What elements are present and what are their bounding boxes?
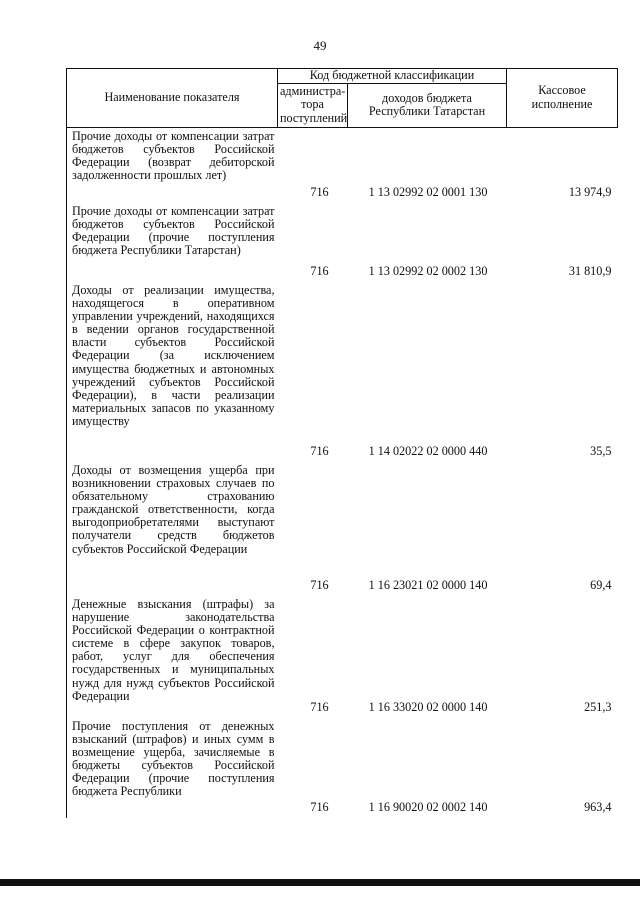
row-name: Прочие доходы от компенсации затрат бюджетов субъектов Российской Федерации (прочие поступления бюджета Республики Татарстан) (67, 203, 278, 282)
header-income-code: доходов бюджета Республики Татарстан (348, 83, 507, 127)
row-income-code: 1 16 90020 02 0002 140 (368, 799, 488, 814)
row-admin-code: 716 (310, 799, 329, 814)
table-header (67, 69, 618, 128)
row-execution: 31 810,9 (568, 263, 612, 278)
header-administrator: администра- тора поступлений (278, 83, 348, 127)
budget-table (66, 68, 618, 818)
row-admin-code: 716 (310, 699, 329, 714)
row-execution: 13 974,9 (568, 184, 612, 199)
row-name: Доходы от возмещения ущерба при возникновении страховых случаев по обязательному страхованию гражданской ответственности, когда выгодоприобретателями выступают получатели средств бюджетов субъектов Российской Федерации (67, 462, 278, 596)
bottom-scan-border (0, 879, 640, 886)
table-row (67, 203, 618, 282)
row-income-code: 1 16 33020 02 0000 140 (368, 699, 488, 714)
row-execution: 251,3 (584, 699, 612, 714)
row-income-code: 1 13 02992 02 0002 130 (368, 263, 488, 278)
row-income-code: 1 16 23021 02 0000 140 (368, 577, 488, 592)
table-row (67, 127, 618, 203)
row-execution: 69,4 (590, 577, 612, 592)
row-admin-code: 716 (310, 443, 329, 458)
header-execution: Кассовое исполнение (507, 69, 618, 128)
row-admin-code: 716 (310, 184, 329, 199)
row-income-code: 1 14 02022 02 0000 440 (368, 443, 488, 458)
page-number: 49 (313, 38, 327, 53)
table-body (67, 127, 618, 818)
row-admin-code: 716 (310, 577, 329, 592)
row-execution: 963,4 (584, 799, 612, 814)
row-name: Прочие поступления от денежных взысканий (штрафов) и иных сумм в возмещение ущерба, зачисляемые в бюджеты субъектов Российской Федерации (прочие поступления бюджета Республики (67, 718, 278, 818)
table-row (67, 282, 618, 462)
row-income-code: 1 13 02992 02 0001 130 (368, 184, 488, 199)
header-classification-group: Код бюджетной классификации (278, 69, 507, 84)
row-name: Денежные взыскания (штрафы) за нарушение законодательства Российской Федерации о контрактной системе в сфере закупок товаров, работ, услуг для обеспечения государственных и муниципальных нужд для нужд субъектов Российской Федерации (67, 596, 278, 718)
table-row (67, 462, 618, 596)
table-row (67, 718, 618, 818)
table-row (67, 596, 618, 718)
row-name: Доходы от реализации имущества, находящегося в оперативном управлении учреждений, находящихся в ведении органов государственной власти субъектов Российской Федерации (за исключением имущества бюджетных и автономных учреждений субъектов Российской Федерации), в части реализации материальных запасов по указанному имуществу (67, 282, 278, 462)
row-execution: 35,5 (590, 443, 612, 458)
row-name: Прочие доходы от компенсации затрат бюджетов субъектов Российской Федерации (возврат дебиторской задолженности прошлых лет) (67, 127, 278, 203)
header-name: Наименование показателя (67, 69, 278, 128)
row-admin-code: 716 (310, 263, 329, 278)
